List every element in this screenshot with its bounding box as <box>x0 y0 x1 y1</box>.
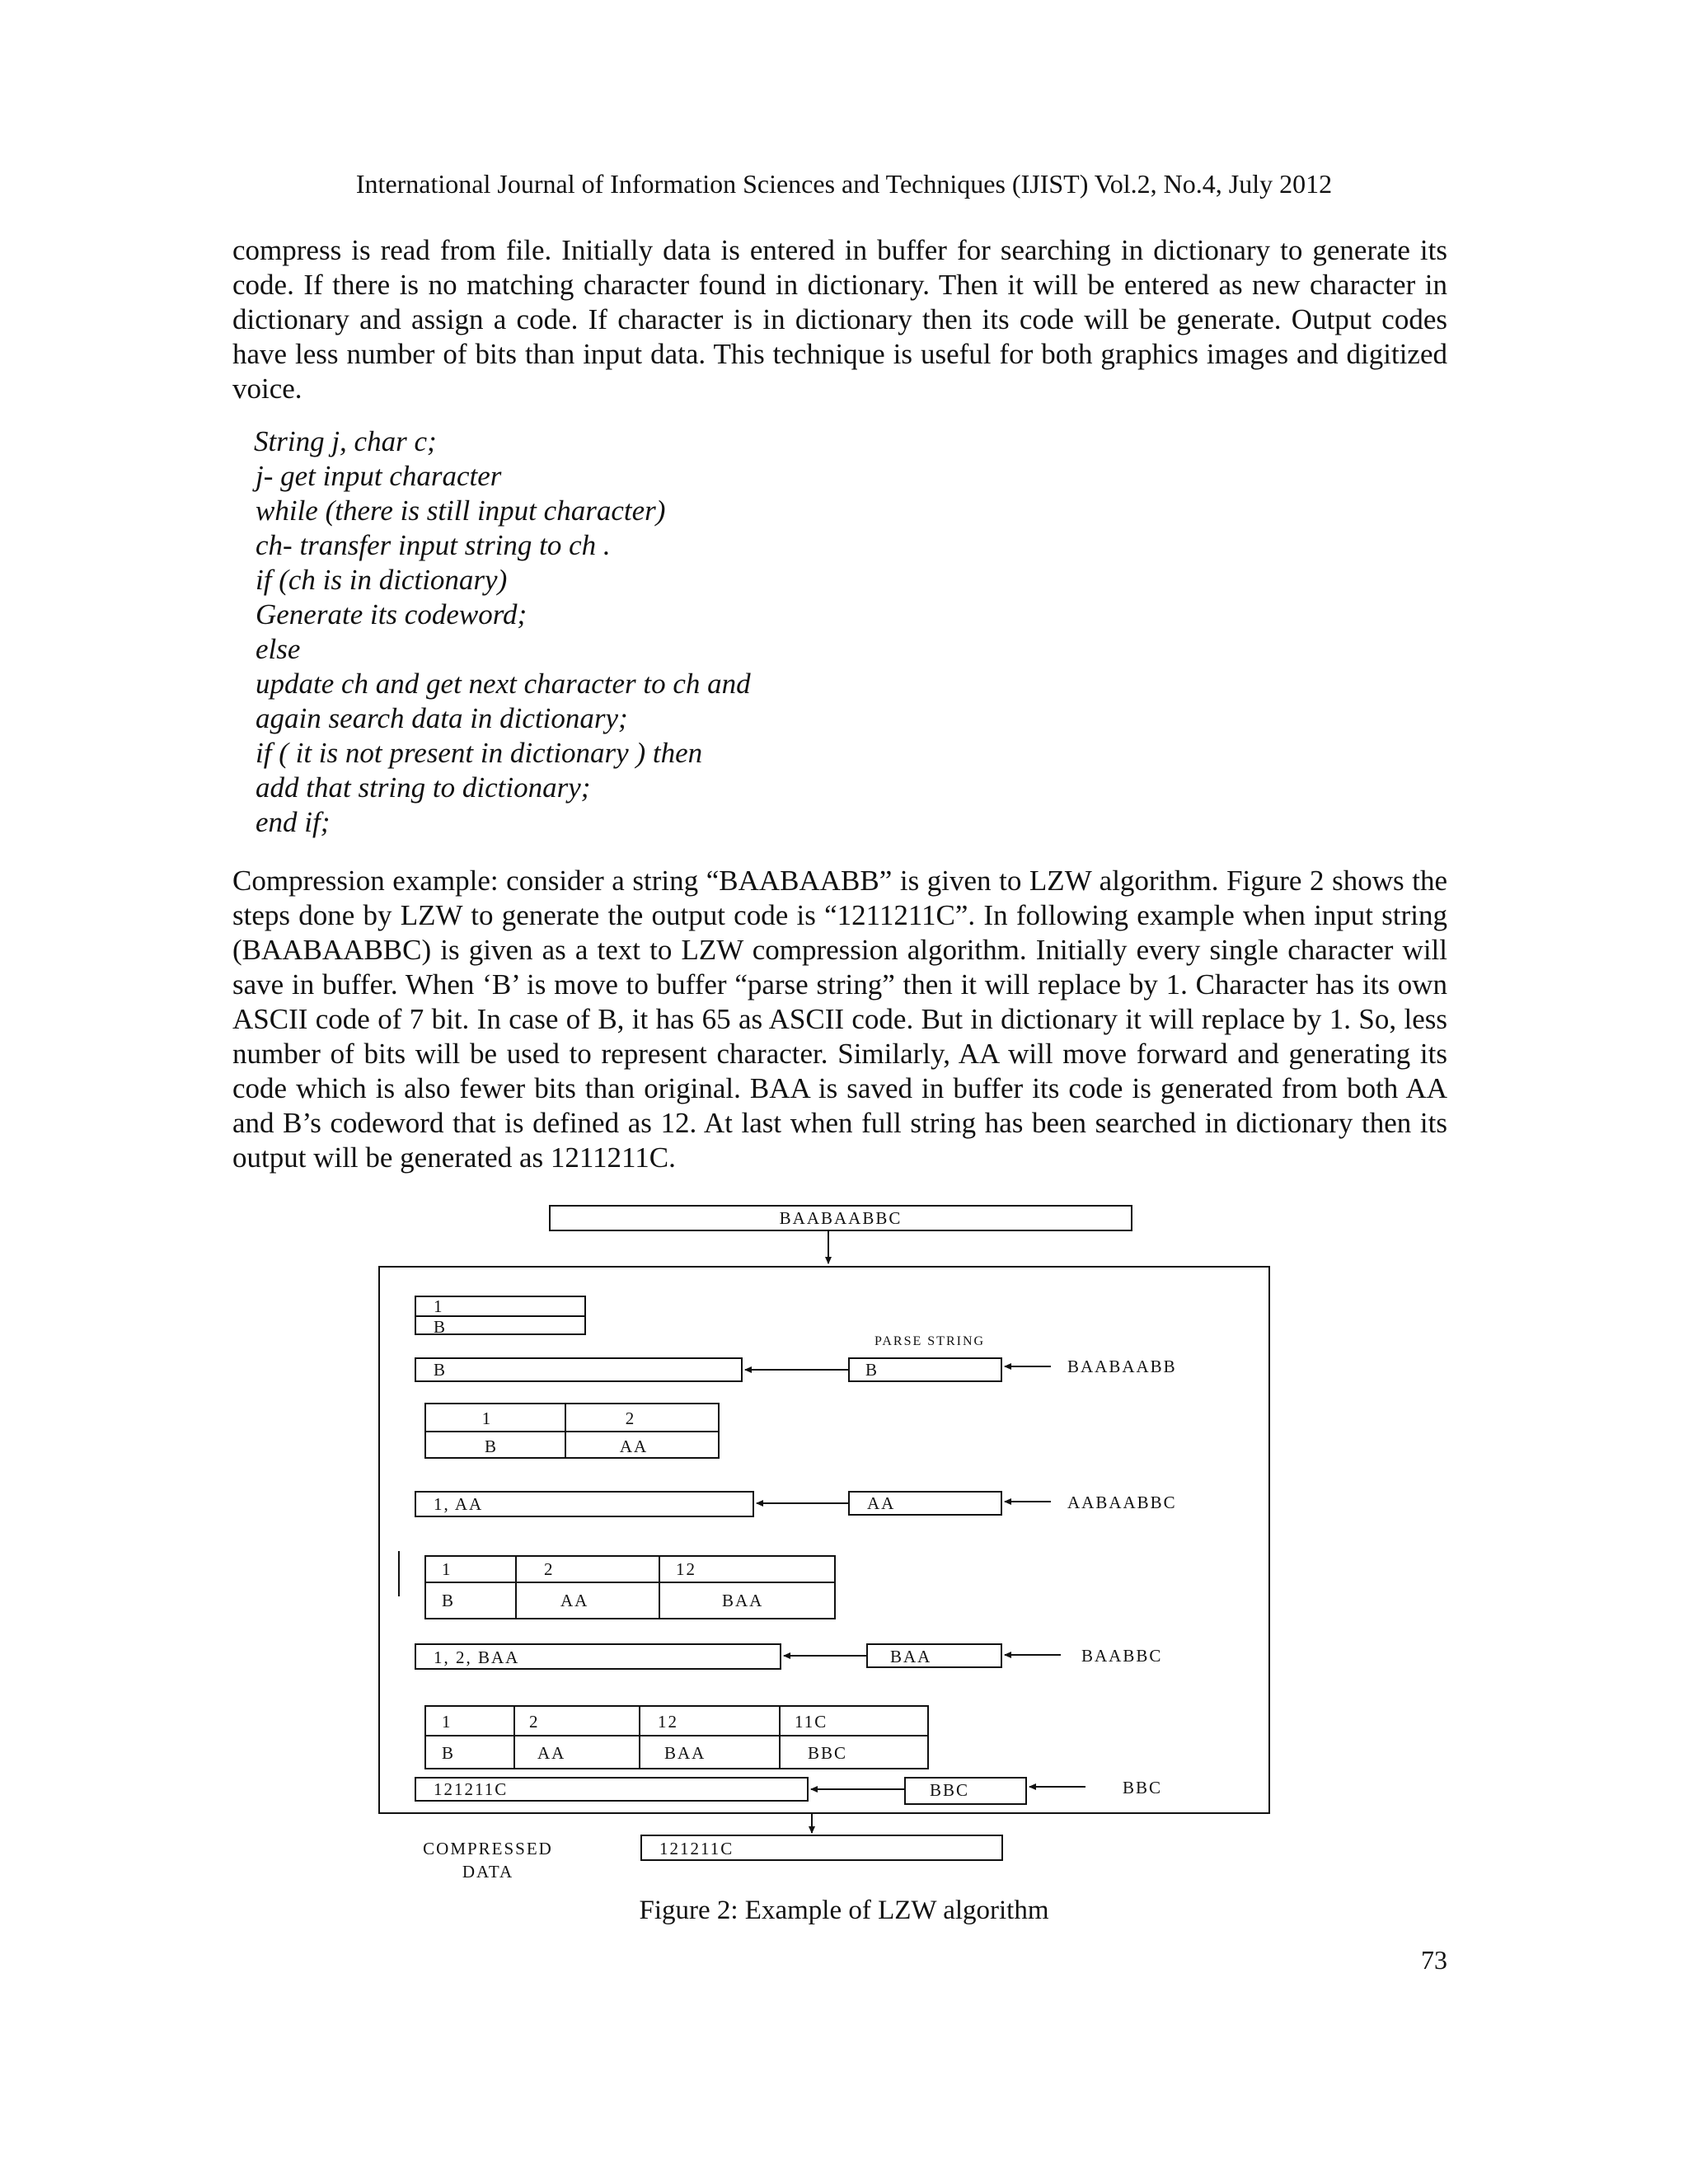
code-line: if ( it is not present in dictionary ) then <box>256 737 703 769</box>
dict1-code: 1 <box>434 1296 444 1316</box>
dict4-table <box>425 1706 928 1769</box>
dict2-entry: B <box>484 1436 499 1456</box>
dict2-code: 2 <box>625 1408 636 1428</box>
code-line: else <box>256 633 301 665</box>
dict3-table <box>425 1556 835 1619</box>
step1-parse-box <box>849 1358 1001 1381</box>
input-string-box <box>550 1206 1132 1230</box>
step3-remaining: BAABBC <box>1081 1646 1163 1666</box>
dict1-table <box>415 1296 585 1334</box>
dict1-entry: B <box>434 1317 448 1337</box>
process-frame <box>379 1267 1269 1813</box>
code-line: Generate its codeword; <box>256 598 528 630</box>
dict2-entry: AA <box>619 1436 649 1456</box>
step1-remaining: BAABAABB <box>1067 1357 1177 1376</box>
running-header: International Journal of Information Sciences and Techniques (IJIST) Vol.2, No.4, July 2012 <box>355 169 1333 199</box>
code-line: j- get input character <box>256 460 502 492</box>
code-line: update ch and get next character to ch and <box>256 668 751 700</box>
step2-remaining: AABAABBC <box>1067 1493 1177 1512</box>
page-number: 73 <box>1421 1945 1447 1975</box>
step4-parse: BBC <box>930 1780 970 1800</box>
step3-output: 1, 2, BAA <box>434 1647 520 1667</box>
step2-output: 1, AA <box>434 1494 484 1514</box>
compressed-value: 121211C <box>659 1839 734 1858</box>
dict4-code: 11C <box>795 1712 828 1732</box>
code-line: String j, char c; <box>254 425 437 457</box>
step4-remaining: BBC <box>1123 1778 1163 1797</box>
code-line: ch- transfer input string to ch . <box>256 529 611 561</box>
figure-caption: Figure 2: Example of LZW algorithm <box>639 1896 1049 1925</box>
compressed-box <box>641 1835 1002 1860</box>
dict3-code: 2 <box>544 1559 555 1579</box>
dict4-entry: B <box>442 1743 456 1763</box>
code-line: if (ch is in dictionary) <box>256 564 508 596</box>
dict3-entry: AA <box>560 1591 589 1610</box>
step2-parse-box <box>849 1492 1001 1515</box>
dict4-code: 2 <box>529 1712 540 1732</box>
dict4-code: 1 <box>442 1712 452 1732</box>
dict3-entry: BAA <box>722 1591 764 1610</box>
step2-parse: AA <box>867 1493 896 1513</box>
code-line: again search data in dictionary; <box>256 702 628 734</box>
dict4-entry: BAA <box>664 1743 706 1763</box>
body-paragraph-1: compress is read from file. Initially data is entered in buffer for searching in dictionary to generate its code. If there is no matching character found in dictionary. Then it will be entered as new character in dictionary and assign a code. If character is in dictionary then its code will be generate. Output codes have less number of bits than input data. This technique is useful for both graphics images and digitized voice. <box>232 234 1447 405</box>
compressed-label: DATA <box>462 1862 514 1882</box>
input-string-text: BAABAABBC <box>779 1208 903 1228</box>
dict3-code: 12 <box>676 1559 696 1579</box>
step3-parse-box <box>867 1644 1001 1667</box>
step3-parse: BAA <box>890 1647 932 1666</box>
step4-parse-box <box>905 1778 1026 1804</box>
dict3-code: 1 <box>442 1559 452 1579</box>
parse-string-label: PARSE STRING <box>874 1334 986 1348</box>
step1-parse: B <box>865 1360 879 1380</box>
step2-output-box <box>415 1492 753 1516</box>
compressed-label: COMPRESSED <box>423 1839 553 1858</box>
dict2-code: 1 <box>481 1408 493 1428</box>
step1-output-box <box>415 1358 742 1381</box>
step3-output-box <box>415 1644 781 1669</box>
dict4-entry: AA <box>537 1743 566 1763</box>
code-line: while (there is still input character) <box>256 494 666 527</box>
pseudocode-block <box>256 424 751 840</box>
code-line: add that string to dictionary; <box>256 771 591 804</box>
dict3-entry: B <box>442 1591 456 1610</box>
dict2-table <box>425 1404 719 1458</box>
step4-output-box <box>415 1778 808 1801</box>
step4-output: 121211C <box>434 1779 509 1799</box>
dict4-entry: BBC <box>808 1743 848 1763</box>
body-paragraph-2: Compression example: consider a string “BAABAABB” is given to LZW algorithm. Figure 2 shows the steps done by LZW to generate the output code is “1211211C”. In following example when input string (BAABAABBC) is given as a text to LZW compression algorithm. Initially every single character will save in buffer. When ‘B’ is move to buffer “parse string” then it will replace by 1. Character has its own ASCII code of 7 bit. In case of B, it has 65 as ASCII code. But in dictionary it will replace by 1. So, less number of bits will be used to represent character. Similarly, AA will move forward and generating its code which is also fewer bits than original. BAA is saved in buffer its code is generated from both AA and B’s codeword that is defined as 12. At last when full string has been searched in dictionary then its output will be generated as 1211211C. <box>232 865 1447 1174</box>
dict4-code: 12 <box>658 1712 678 1732</box>
code-line: end if; <box>256 806 331 838</box>
step1-output: B <box>434 1360 448 1380</box>
